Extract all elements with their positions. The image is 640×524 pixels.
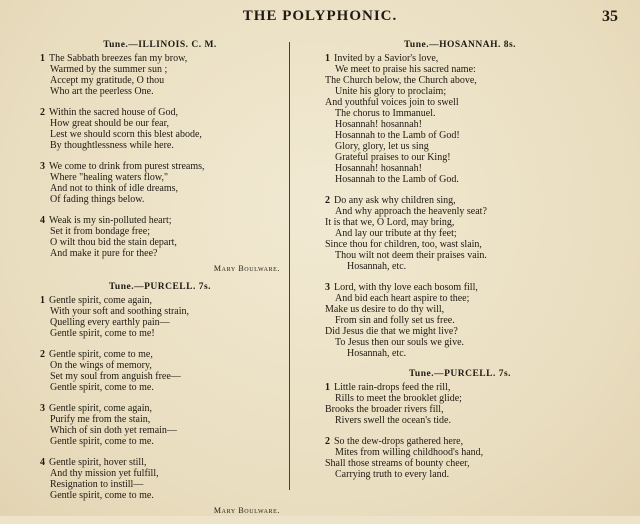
hymn-stanza — [325, 382, 595, 426]
verse-line: Gentle spirit, come again, — [49, 403, 153, 414]
verse-line: Purify me from the stain, — [50, 414, 151, 425]
verse-line: With your soft and soothing strain, — [50, 306, 190, 317]
verse-line: Invited by a Savior's love, — [334, 53, 439, 64]
verse-line: Gentle spirit, come to me. — [50, 436, 154, 447]
stanza-number: 3 — [40, 403, 45, 414]
verse-line: Resignation to instill— — [50, 479, 144, 490]
verse-line: The Church below, the Church above, — [325, 75, 477, 86]
tune-heading-hosannah: Tune.—HOSANNAH. 8s. — [403, 40, 517, 50]
verse-line: Warmed by the summer sun ; — [50, 64, 168, 75]
hymn-stanza — [40, 215, 280, 259]
stanza-number: 1 — [40, 295, 45, 306]
verse-line: And why approach the heavenly seat? — [335, 206, 487, 217]
verse-line: Lest we should scorn this blest abode, — [50, 129, 202, 140]
verse-line: And lay our tribute at thy feet; — [335, 228, 457, 239]
tune-heading-purcell: Tune.—PURCELL. 7s. — [408, 369, 512, 379]
verse-line: The chorus to Immanuel. — [335, 108, 436, 119]
hymn-stanza — [40, 161, 280, 205]
verse-line: Where "healing waters flow," — [50, 172, 169, 183]
running-title: THE POLYPHONIC. — [242, 8, 398, 24]
verse-line: Accept my gratitude, O thou — [50, 75, 165, 86]
verse-line: So the dew-drops gathered here, — [334, 436, 464, 447]
hymn-stanza — [40, 457, 280, 501]
verse-line: Rivers swell the ocean's tide. — [335, 415, 451, 426]
verse-line: Gentle spirit, come to me, — [49, 349, 153, 360]
verse-line: Shall those streams of bounty cheer, — [325, 458, 470, 469]
stanza-number: 3 — [325, 282, 330, 293]
tune-heading-illinois: Tune.—ILLINOIS. C. M. — [103, 40, 217, 50]
column-divider — [289, 42, 290, 490]
verse-line: We meet to praise his sacred name: — [335, 64, 476, 75]
verse-line: Make us desire to do thy will, — [325, 304, 445, 315]
chorus-line: Grateful praises to our King! — [335, 152, 451, 163]
verse-line: On the wings of memory, — [50, 360, 152, 371]
verse-line: Who art the peerless One. — [50, 86, 154, 97]
verse-line: And bid each heart aspire to thee; — [335, 293, 470, 304]
chorus-line: Hosannah to the Lamb of God. — [335, 174, 459, 185]
verse-line: How great should be our fear, — [50, 118, 170, 129]
hymn-stanza — [40, 403, 280, 447]
author-attribution: Mary Boulware. — [213, 506, 280, 515]
verse-line: Thou wilt not deem their praises vain. — [335, 250, 487, 261]
verse-line: Weak is my sin-polluted heart; — [49, 215, 172, 226]
verse-line: And youthful voices join to swell — [325, 97, 459, 108]
verse-line: By thoughtlessness while here. — [50, 140, 174, 151]
page-number: 35 — [602, 8, 618, 25]
hymn-stanza — [40, 53, 280, 97]
stanza-number: 1 — [40, 53, 45, 64]
hymn-stanza — [325, 53, 595, 185]
verse-line: Carrying truth to every land. — [335, 469, 450, 480]
verse-line: Mites from willing childhood's hand, — [335, 447, 484, 458]
verse-line: Lord, with thy love each bosom fill, — [334, 282, 478, 293]
verse-line: And not to think of idle dreams, — [50, 183, 179, 194]
verse-line: From sin and folly set us free. — [335, 315, 455, 326]
verse-line: To Jesus then our souls we give. — [335, 337, 465, 348]
stanza-number: 4 — [40, 457, 45, 468]
verse-line: Gentle spirit, come to me. — [50, 382, 154, 393]
verse-line: Set my soul from anguish free— — [50, 371, 181, 382]
hymn-stanza — [40, 295, 280, 339]
verse-line: Do any ask why children sing, — [334, 195, 456, 206]
chorus-line: Hosannah, etc. — [347, 261, 407, 272]
verse-line: Unite his glory to proclaim; — [335, 86, 447, 97]
verse-line: Brooks the broader rivers fill, — [325, 404, 444, 415]
verse-line: Gentle spirit, come to me! — [50, 328, 155, 339]
verse-line: We come to drink from purest streams, — [49, 161, 205, 172]
tune-heading-purcell: Tune.—PURCELL. 7s. — [108, 282, 212, 292]
verse-line: Gentle spirit, hover still, — [49, 457, 147, 468]
chorus-line: Hosannah to the Lamb of God! — [335, 130, 460, 141]
stanza-number: 2 — [40, 107, 45, 118]
author-attribution: Mary Boulware. — [213, 264, 280, 273]
stanza-number: 3 — [40, 161, 45, 172]
hymn-stanza — [40, 349, 280, 393]
verse-line: Gentle spirit, come again, — [49, 295, 153, 306]
chorus-line: Hosannah! hosannah! — [335, 163, 422, 174]
verse-line: Set it from bondage free; — [50, 226, 150, 237]
stanza-number: 4 — [40, 215, 45, 226]
verse-line: Rills to meet the brooklet glide; — [335, 393, 462, 404]
verse-line: O wilt thou bid the stain depart, — [50, 237, 177, 248]
stanza-number: 2 — [40, 349, 45, 360]
verse-line: Little rain-drops feed the rill, — [334, 382, 451, 393]
left-column — [40, 40, 280, 524]
verse-line: Quelling every earthly pain— — [50, 317, 170, 328]
stanza-number: 2 — [325, 436, 330, 447]
chorus-line: Glory, glory, let us sing — [335, 141, 429, 152]
verse-line: And thy mission yet fulfill, — [50, 468, 159, 479]
verse-line: The Sabbath breezes fan my brow, — [49, 53, 188, 64]
hymn-stanza — [325, 195, 595, 272]
verse-line: Of fading things below. — [50, 194, 145, 205]
verse-line: And make it pure for thee? — [50, 248, 158, 259]
chorus-line: Hosannah, etc. — [347, 348, 407, 359]
hymn-stanza — [325, 282, 595, 359]
right-column — [325, 40, 595, 490]
verse-line: Which of sin doth yet remain— — [50, 425, 177, 436]
hymn-stanza — [40, 107, 280, 151]
stanza-number: 1 — [325, 382, 330, 393]
hymn-stanza — [325, 436, 595, 480]
verse-line: Within the sacred house of God, — [49, 107, 179, 118]
verse-line: Did Jesus die that we might live? — [325, 326, 458, 337]
chorus-line: Hosannah! hosannah! — [335, 119, 422, 130]
verse-line: Since thou for children, too, wast slain, — [325, 239, 482, 250]
verse-line: Gentle spirit, come to me. — [50, 490, 154, 501]
stanza-number: 1 — [325, 53, 330, 64]
stanza-number: 2 — [325, 195, 330, 206]
verse-line: It is that we, O Lord, may bring, — [325, 217, 455, 228]
